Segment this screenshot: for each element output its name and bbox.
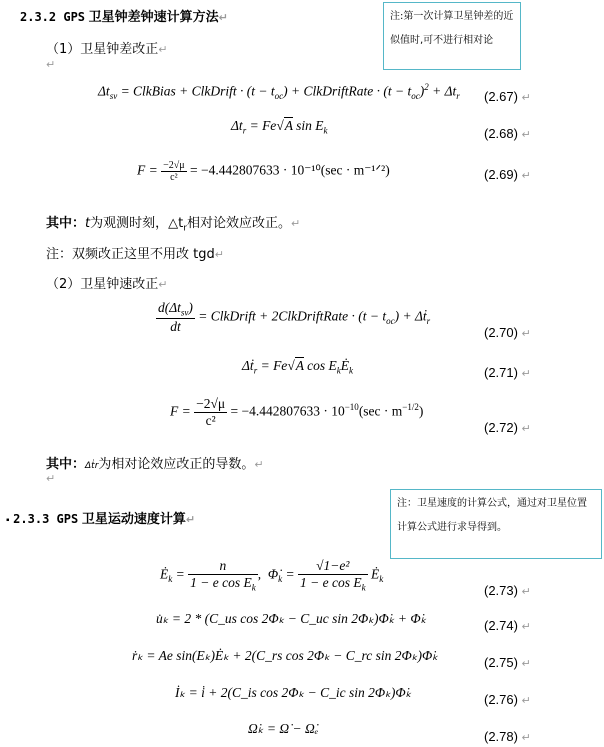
- equation-2-68: $\Delta t_r = Fe√A$ $\sin E_k$: [231, 118, 328, 136]
- equation-number: (2.78) ↵: [484, 729, 531, 744]
- equation-number: (2.72) ↵: [484, 420, 531, 435]
- equation-number: (2.76) ↵: [484, 692, 531, 707]
- empty-paragraph-mark: ↵: [46, 472, 56, 485]
- equation-number: (2.69) ↵: [484, 167, 531, 182]
- section-heading-232: [20, 6, 228, 25]
- comment-text: 注：卫星速度的计算公式，通过对卫星位置计算公式进行求导得到。: [397, 498, 587, 533]
- equation-number: (2.73) ↵: [484, 583, 531, 598]
- equation-2-75: ṙₖ = Ae sin(Eₖ)Ėₖ + 2(C_rs cos 2Φₖ − C_rc sin 2Φₖ)Φ̇ₖ: [132, 648, 439, 663]
- equation-2-74: u̇ₖ = 2 * (C_us cos 2Φₖ − C_uc sin 2Φₖ)Φ̇ₖ + Φ̇ₖ: [156, 611, 427, 626]
- comment-box-velocity[interactable]: [390, 489, 602, 559]
- equation-number: (2.68) ↵: [484, 126, 531, 141]
- empty-paragraph-mark: ↵: [46, 58, 56, 71]
- equation-2-78: Ω̇ₖ = Ω̇ − Ω̇ₑ: [248, 721, 319, 736]
- equation-number: (2.67) ↵: [484, 89, 531, 104]
- equation-2-76: İₖ = i̇ + 2(C_is cos 2Φₖ − C_ic sin 2Φₖ)Φ̇ₖ: [175, 685, 412, 700]
- equation-2-71: Δṫ$_r$ = Fe√A $\cos E_kĖ_k$: [242, 358, 353, 376]
- equation-2-69: F = $\frac{-2√\mu}{\text{c²}}$ = −4.442807633 · 10⁻¹⁰(sec · m⁻¹ᐟ²): [137, 160, 390, 183]
- equation-number: (2.75) ↵: [484, 655, 531, 670]
- equation-2-67: $\Delta t_{sv}$ = ClkBias + ClkDrift · $(t - t_{oc})$ + ClkDriftRate · $(t - t_{oc})^2 + \Delta t_r$: [98, 82, 460, 102]
- paragraph-where: 其中：t为观测时刻，$\triangle t_r$相对论效应改正。↵: [46, 216, 301, 234]
- equation-number: (2.71) ↵: [484, 365, 531, 380]
- subsection-clock-drift: （2）卫星钟速改正↵: [46, 277, 168, 292]
- equation-number: (2.70) ↵: [484, 325, 531, 340]
- section-number: 2.3.2 GPS: [20, 10, 86, 24]
- paragraph-mark: ↵: [218, 11, 228, 24]
- section-number: 2.3.3 GPS: [13, 512, 79, 526]
- paragraph-derivative: 其中：Δṫr为相对论效应改正的导数。↵: [46, 457, 264, 472]
- equation-2-72: F = $\frac{-2√\mu}{\text{c²}}$ = $-4.442807633 \cdot 10^{-10}(\sec \cdot m^{-1/2})$: [170, 396, 424, 428]
- section-title: 卫星运动速度计算: [81, 511, 186, 526]
- note-tgd: 注：双频改正这里不用改 tgd↵: [46, 247, 224, 262]
- equation-number: (2.74) ↵: [484, 618, 531, 633]
- equation-2-73: $Ė_k$ = $\frac{n}{1 - e \cos E_k}$ , $\Phi̇_k$ = $\frac{\text{√1−e²}}{1 - e \cos E_k}$ $Ė_k$: [160, 558, 384, 593]
- comment-text: 注:第一次计算卫星钟差的近似值时,可不进行相对论: [390, 11, 514, 46]
- comment-box-relativity[interactable]: [383, 2, 521, 70]
- section-heading-233: ▪ 2.3.3 GPS 卫星运动速度计算↵: [6, 511, 196, 526]
- section-title: 卫星钟差钟速计算方法: [88, 9, 219, 24]
- bullet-icon: ▪: [6, 515, 10, 526]
- equation-2-70: $\frac{d(\Delta t_{sv})}{dt}$ = ClkDrift + 2ClkDriftRate · $(t - t_{oc})$ + Δṫ$_r$: [158, 300, 431, 334]
- subsection-clock-bias: （1）卫星钟差改正↵: [46, 42, 168, 57]
